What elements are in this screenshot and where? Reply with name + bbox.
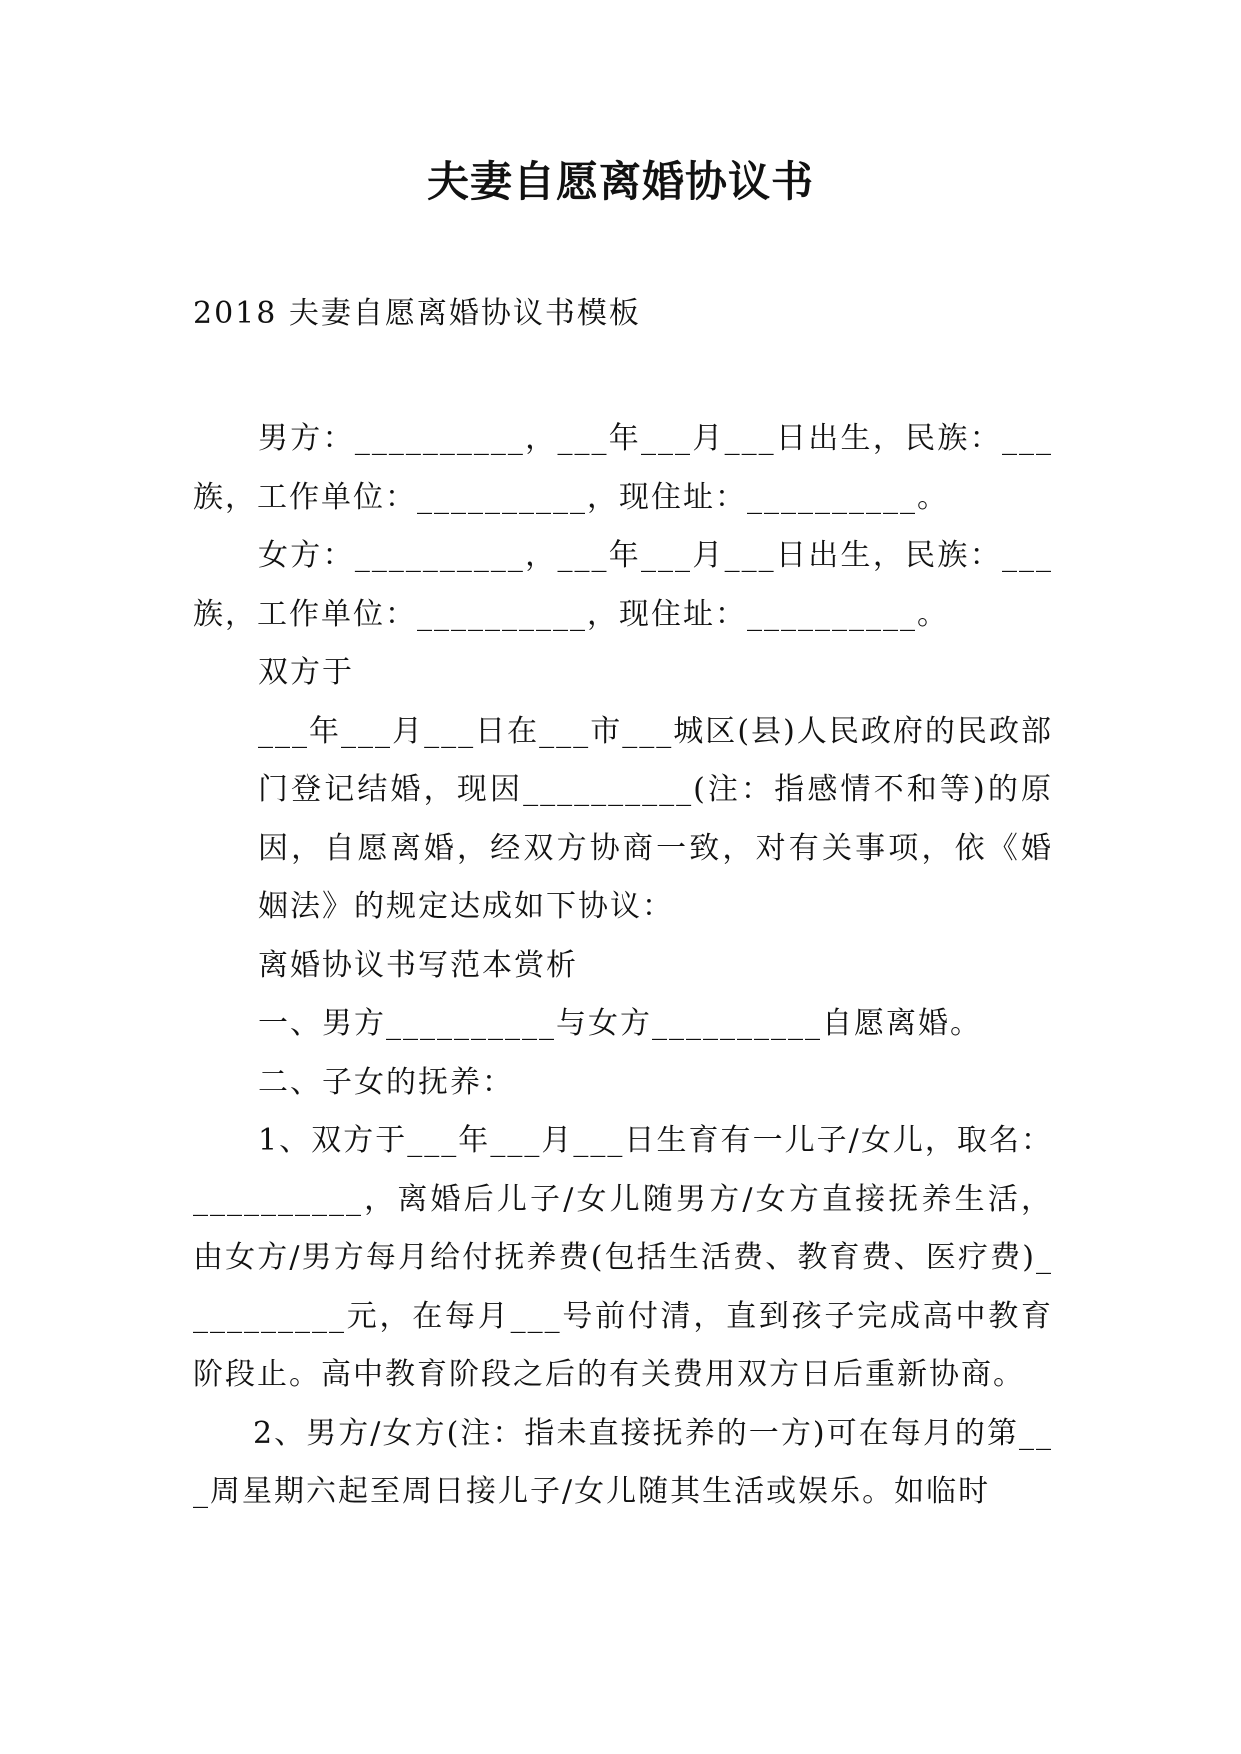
paragraph-child-support: 1、双方于___年___月___日生育有一儿子/女儿，取名：__________，离婚后儿子/女儿随男方/女方直接抚养生活，由女方/男方每月给付抚养费(包括生活费、教育费、医疗费)__________元，在每月___号前付清，直到孩子完成高中教育阶段止。高中教育阶段之后的有关费用双方日后重新协商。	[193, 1123, 1053, 1392]
document-title: 夫妻自愿离婚协议书	[426, 157, 814, 206]
paragraph-male-party: 男方：__________，___年___月___日出生，民族：___族，工作单位：__________，现住址：__________。	[193, 421, 1053, 515]
document-subtitle: 2018 夫妻自愿离婚协议书模板	[193, 296, 641, 331]
paragraph-marriage-registration: ___年___月___日在___市___城区(县)人民政府的民政部门登记结婚，现因__________(注：指感情不和等)的原因，自愿离婚，经双方协商一致，对有关事项，依《婚姻法》的规定达成如下协议：	[258, 713, 1053, 924]
paragraph-clause-one: 一、男方__________与女方__________自愿离婚。	[258, 1006, 982, 1041]
document-body	[193, 410, 1053, 1522]
paragraph-female-party: 女方：__________，___年___月___日出生，民族：___族，工作单位：__________，现住址：__________。	[193, 538, 1053, 632]
paragraph-sample-heading: 离婚协议书写范本赏析	[258, 947, 578, 983]
paragraph-both-parties: 双方于	[258, 655, 354, 690]
paragraph-visitation: 2、男方/女方(注：指未直接抚养的一方)可在每月的第___周星期六起至周日接儿子/女儿随其生活或娱乐。如临时	[193, 1415, 1053, 1509]
paragraph-clause-two-heading: 二、子女的抚养：	[258, 1064, 514, 1100]
